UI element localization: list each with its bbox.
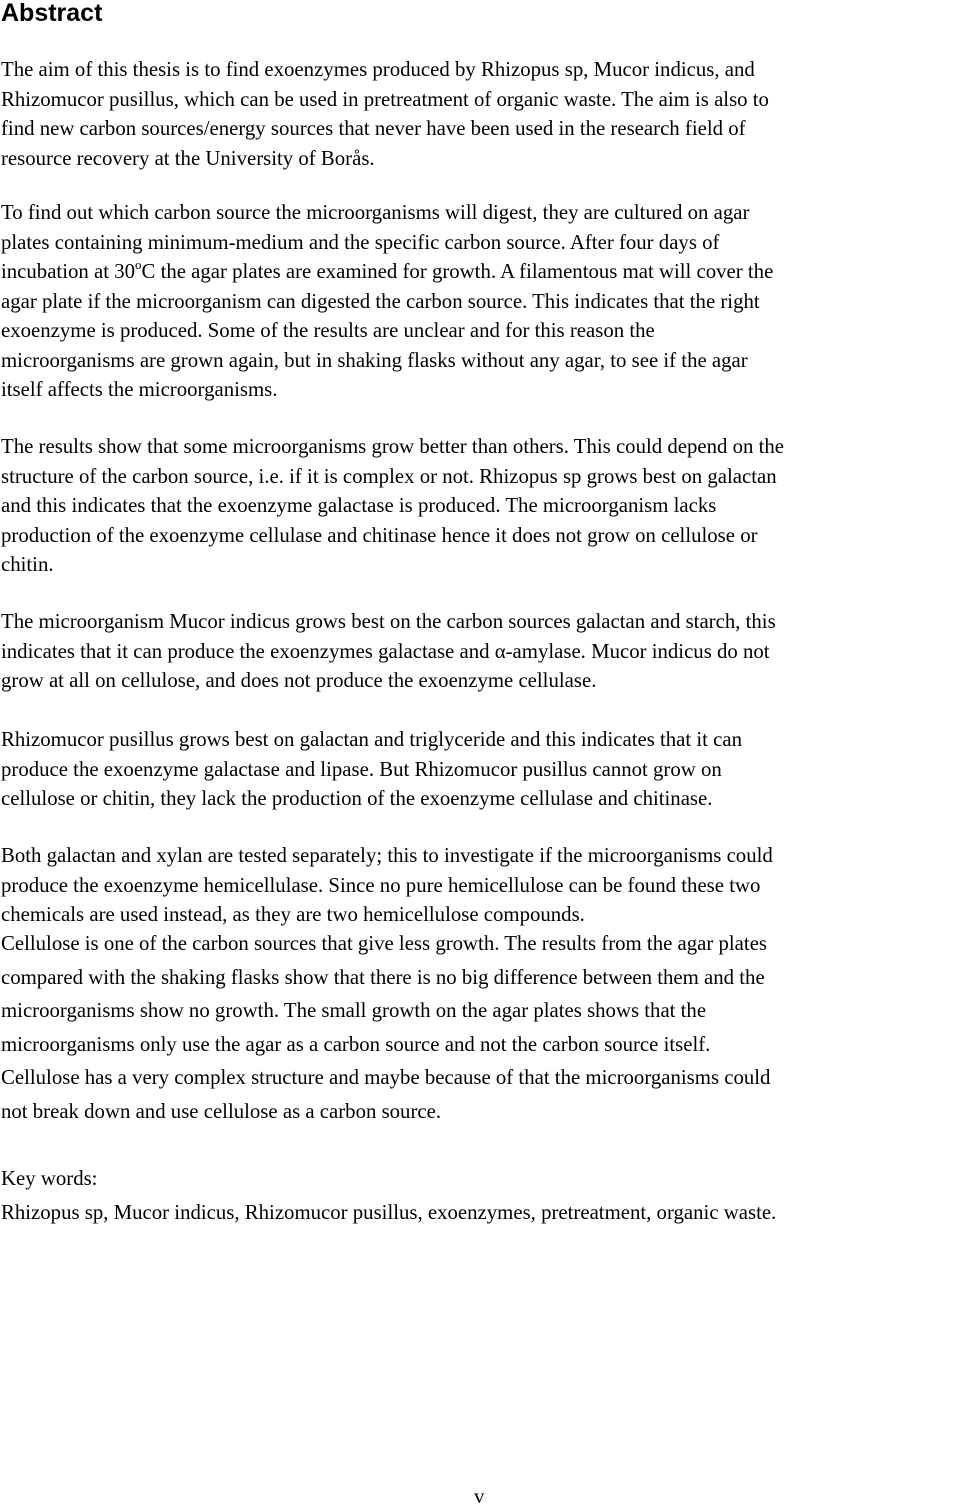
paragraph-line: not break down and use cellulose as a carbon source. (1, 1099, 442, 1123)
paragraph-rhizomucor (1, 725, 742, 814)
paragraph-line: exoenzyme is produced. Some of the results are unclear and for this reason the (1, 319, 655, 342)
paragraph-line: plates containing minimum-medium and the specific carbon source. After four days of (1, 230, 720, 254)
paragraph-line: Both galactan and xylan are tested separately; this to investigate if the microorganisms could (1, 844, 773, 867)
paragraph-line: Rhizomucor pusillus grows best on galactan and triglyceride and this indicates that it can (1, 728, 742, 751)
degree-superscript: o (135, 257, 142, 272)
paragraph-line: produce the exoenzyme hemicellulase. Since no pure hemicellulose can be found these two (1, 873, 761, 897)
paragraph-line: produce the exoenzyme galactase and lipase. But Rhizomucor pusillus cannot grow on (1, 757, 722, 781)
paragraph-line: grow at all on cellulose, and does not produce the exoenzyme cellulase. (1, 669, 597, 692)
keywords-list: Rhizopus sp, Mucor indicus, Rhizomucor pusillus, exoenzymes, pretreatment, organic waste. (1, 1200, 777, 1224)
paragraph-line (1, 257, 773, 287)
paragraph-line: The aim of this thesis is to find exoenzymes produced by Rhizopus sp, Mucor indicus, and (1, 58, 755, 81)
paragraph-line: agar plate if the microorganism can digested the carbon source. This indicates that the right (1, 289, 760, 313)
paragraph-mucor (1, 607, 776, 696)
paragraph-line: production of the exoenzyme cellulase and chitinase hence it does not grow on cellulose or (1, 523, 758, 547)
keywords-label: Key words: (1, 1167, 98, 1190)
paragraph-line: find new carbon sources/energy sources that never have been used in the research field of (1, 117, 746, 140)
paragraph-results (1, 432, 784, 580)
paragraph-line: itself affects the microorganisms. (1, 378, 278, 401)
paragraph-line: Cellulose is one of the carbon sources that give less growth. The results from the agar plates (1, 932, 768, 955)
paragraph-line: Rhizomucor pusillus, which can be used in pretreatment of organic waste. The aim is also to (1, 87, 769, 111)
abstract-heading: Abstract (1, 0, 103, 27)
paragraph-line: The results show that some microorganisms grow better than others. This could depend on the (1, 435, 785, 458)
paragraph-line: indicates that it can produce the exoenzymes galactase and α-amylase. Mucor indicus do not (1, 639, 770, 663)
paragraph-line: The microorganism Mucor indicus grows best on the carbon sources galactan and starch, this (1, 610, 776, 633)
paragraph-line: structure of the carbon source, i.e. if it is complex or not. Rhizopus sp grows best on galactan (1, 464, 777, 488)
paragraph-line: microorganisms show no growth. The small growth on the agar plates shows that the (1, 999, 707, 1023)
paragraph-cellulose (1, 927, 770, 1129)
paragraph-line: Cellulose has a very complex structure and maybe because of that the microorganisms could (1, 1066, 771, 1090)
text-run: C the agar plates are examined for growth. A filamentous mat will cover the (141, 260, 774, 283)
paragraph-line: microorganisms are grown again, but in shaking flasks without any agar, to see if the agar (1, 348, 748, 372)
paragraph-aim (1, 55, 769, 173)
paragraph-hemicellulase (1, 841, 773, 930)
paragraph-line: resource recovery at the University of Borås. (1, 146, 375, 170)
paragraph-line: microorganisms only use the agar as a carbon source and not the carbon source itself. (1, 1032, 711, 1056)
paragraph-line: and this indicates that the exoenzyme galactase is produced. The microorganism lacks (1, 494, 717, 517)
paragraph-line: compared with the shaking flasks show that there is no big difference between them and the (1, 965, 765, 989)
paragraph-line: chitin. (1, 553, 54, 576)
paragraph-line: chemicals are used instead, as they are two hemicellulose compounds. (1, 903, 585, 926)
keywords-section (1, 1162, 776, 1229)
paragraph-line: cellulose or chitin, they lack the production of the exoenzyme cellulase and chitinase. (1, 787, 713, 810)
paragraph-method (1, 198, 773, 405)
text-run: incubation at 30 (1, 260, 135, 283)
page-number: v (474, 1485, 485, 1508)
paragraph-line: To find out which carbon source the microorganisms will digest, they are cultured on agar (1, 201, 750, 224)
